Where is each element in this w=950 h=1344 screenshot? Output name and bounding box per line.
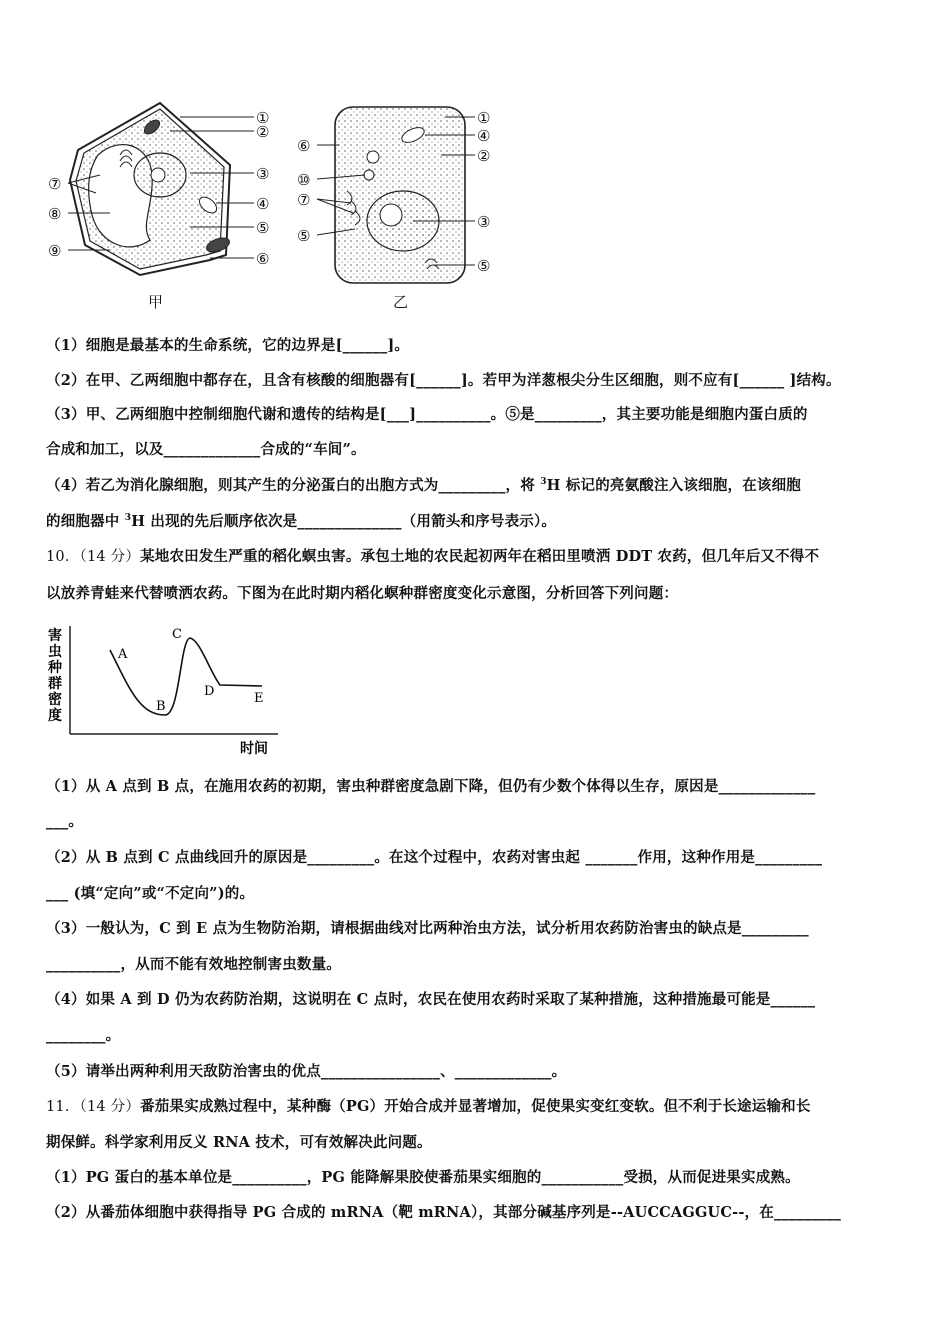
x-axis-label: 时间 [240,741,268,757]
plant-label-2: ② [256,123,270,141]
q11-stem1: 11．（14 分）番茄果实成熟过程中，某种酶（PG）开始合成并显著增加，促使果实变红变软。但不利于长途运输和长 [46,1098,811,1115]
y-axis-label-char: 度 [48,708,62,724]
q9-part3b: 合成和加工，以及_____________合成的“车间”。 [46,441,366,458]
q10-part1b: ___。 [46,813,84,830]
y-axis-label-char: 虫 [48,644,62,660]
q10-part3b: __________，从而不能有效地控制害虫数量。 [46,956,341,973]
animal-cell-diagram [295,95,515,325]
q10-part2a: （2）从 B 点到 C 点曲线回升的原因是_________。在这个过程中，农药对害虫起 _______作用，这种作用是_________ [46,849,823,866]
point-label-c: C [172,627,182,642]
pest-density-chart [40,620,290,760]
q10-part5: （5）请举出两种利用天敌防治害虫的优点________________、_____________。 [46,1063,567,1080]
plant-caption: 甲 [148,293,164,311]
q10-stem2: 以放养青蛙来代替喷洒农药。下图为在此时期内稻化螟种群密度变化示意图，分析回答下列问题： [46,585,679,602]
y-axis-label-char: 密 [48,692,62,708]
plant-label-6: ⑥ [256,250,270,268]
q11-stem2: 期保鲜。科学家利用反义 RNA 技术，可有效解决此问题。 [46,1134,432,1151]
plant-label-4: ④ [256,195,270,213]
animal-label-5-left: ⑤ [297,227,311,245]
q10-part2b: ___ (填“定向”或“不定向”)的。 [46,885,255,902]
y-axis-label-char: 种 [48,660,62,676]
animal-label-5-right: ⑤ [477,257,491,275]
q9-part1: （1）细胞是最基本的生命系统，它的边界是[______]。 [46,337,410,354]
y-axis-label-char: 群 [48,676,62,692]
animal-label-1: ① [477,109,491,127]
q11-part1: （1）PG 蛋白的基本单位是__________，PG 能降解果胶使番茄果实细胞的___________受损，从而促进果实成熟。 [46,1169,800,1186]
plant-label-5: ⑤ [256,219,270,237]
animal-label-2: ② [477,147,491,165]
q10-part4b: ________。 [46,1027,121,1044]
q11-part2: （2）从番茄体细胞中获得指导 PG 合成的 mRNA（靶 mRNA），其部分碱基序列是--AUCCAGGUC--，在_________ [46,1204,842,1221]
plant-label-8: ⑧ [48,205,62,223]
q9-part2: （2）在甲、乙两细胞中都存在，且含有核酸的细胞器有[______]。若甲为洋葱根尖分生区细胞，则不应有[______ ]结构。 [46,372,841,389]
density-curve [110,638,262,715]
animal-label-6: ⑥ [297,137,311,155]
animal-label-10: ⑩ [297,171,311,189]
q9-part3a: （3）甲、乙两细胞中控制细胞代谢和遗传的结构是[___]__________。⑤是_________，其主要功能是细胞内蛋白质的 [46,406,808,423]
plant-label-7: ⑦ [48,175,62,193]
animal-label-3: ③ [477,213,491,231]
plant-label-9: ⑨ [48,242,62,260]
plant-label-3: ③ [256,165,270,183]
cell-figures [40,95,560,325]
animal-label-4: ④ [477,127,491,145]
point-label-a: A [118,647,128,662]
point-label-d: D [204,684,215,699]
point-label-b: B [156,699,166,714]
q10-stem1: 10．（14 分）某地农田发生严重的稻化螟虫害。承包土地的农民起初两年在稻田里喷洒 DDT 农药，但几年后又不得不 [46,548,820,565]
point-label-e: E [254,691,264,706]
q10-part3a: （3）一般认为，C 到 E 点为生物防治期，请根据曲线对比两种治虫方法，试分析用农药防治害虫的缺点是_________ [46,920,809,937]
plant-label-1: ① [256,109,270,127]
q10-part4a: （4）如果 A 到 D 仍为农药防治期，这说明在 C 点时，农民在使用农药时采取了某种措施，这种措施最可能是______ [46,991,816,1008]
q10-part1a: （1）从 A 点到 B 点，在施用农药的初期，害虫种群密度急剧下降，但仍有少数个体得以生存，原因是_____________ [46,778,816,795]
animal-caption: 乙 [393,293,409,311]
q9-part4b: 的细胞器中 $^3$H 出现的先后顺序依次是______________（用箭头和序号表示）。 [46,513,557,530]
q9-part4a: （4）若乙为消化腺细胞，则其产生的分泌蛋白的出胞方式为_________，将 $^3$H 标记的亮氨酸注入该细胞，在该细胞 [46,477,802,494]
y-axis-label-char: 害 [48,628,62,644]
animal-label-7: ⑦ [297,191,311,209]
plant-cell-diagram [40,95,290,325]
